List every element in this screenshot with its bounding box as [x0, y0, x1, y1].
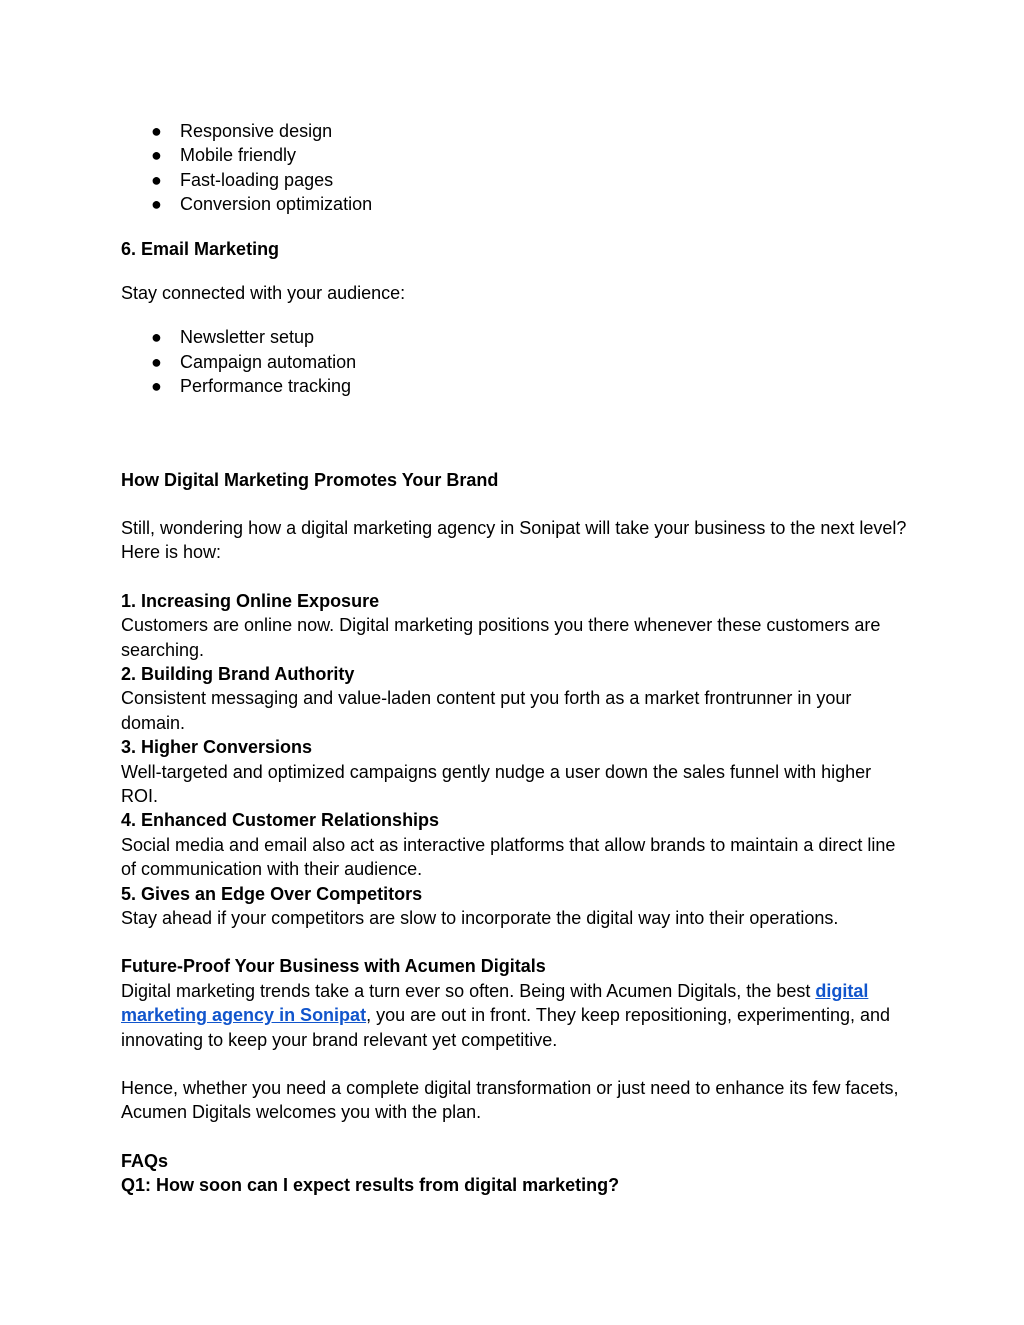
list-item: ● Performance tracking	[121, 374, 911, 398]
point-title: 3. Higher Conversions	[121, 737, 313, 758]
point-title: 4. Enhanced Customer Relationships	[121, 810, 440, 831]
list-item: ● Conversion optimization	[121, 192, 911, 216]
list-item: ● Campaign automation	[121, 350, 911, 374]
point-title: 1. Increasing Online Exposure	[121, 590, 380, 611]
faq-question: Q1: How soon can I expect results from digital marketing?	[121, 1175, 620, 1196]
email-marketing-heading: 6. Email Marketing	[121, 238, 280, 259]
promote-heading: How Digital Marketing Promotes Your Brand	[121, 469, 499, 490]
agency-link[interactable]: digital marketing agency in Sonipat	[121, 980, 869, 1026]
point-text: Consistent messaging and value-laden content put you forth as a market frontrunner in your domain.	[121, 688, 852, 733]
point-text: Stay ahead if your competitors are slow to incorporate the digital way into their operations.	[121, 908, 839, 929]
list-item: ● Mobile friendly	[121, 143, 911, 167]
hence-paragraph: Hence, whether you need a complete digital transformation or just need to enhance its few facets, Acumen Digitals welcomes you with the plan.	[121, 1078, 899, 1123]
email-marketing-intro: Stay connected with your audience:	[121, 282, 406, 303]
list-item: ● Fast-loading pages	[121, 168, 911, 192]
bullet-icon: ●	[151, 121, 162, 141]
point-title: 5. Gives an Edge Over Competitors	[121, 883, 423, 904]
promote-intro: Still, wondering how a digital marketing agency in Sonipat will take your business to the next level? Here is how:	[121, 517, 907, 563]
future-proof-heading: Future-Proof Your Business with Acumen Digitals	[121, 956, 546, 977]
bullet-icon: ●	[151, 351, 162, 372]
website-features-list	[121, 119, 911, 217]
bullet-icon: ●	[151, 327, 162, 348]
point-text: Well-targeted and optimized campaigns gently nudge a user down the sales funnel with higher ROI.	[121, 761, 872, 807]
future-proof-paragraph: Digital marketing trends take a turn ever so often. Being with Acumen Digitals, the best digital marketing agency in Sonipat, you are out in front. They keep repositioning, experimenting, and innovating to keep your brand relevant yet competitive.	[121, 980, 891, 1050]
document-content	[121, 119, 911, 1198]
bullet-icon: ●	[151, 376, 162, 397]
point-title: 2. Building Brand Authority	[121, 663, 355, 684]
bullet-icon: ●	[151, 169, 162, 190]
point-text: Customers are online now. Digital marketing positions you there whenever these customers are searching.	[121, 615, 881, 660]
point-text: Social media and email also act as interactive platforms that allow brands to maintain a direct line of communication with their audience.	[121, 834, 896, 880]
faq-heading: FAQs	[121, 1150, 169, 1171]
bullet-icon: ●	[151, 145, 162, 166]
bullet-icon: ●	[151, 194, 162, 215]
list-item: ● Newsletter setup	[121, 325, 911, 349]
email-features-list	[121, 325, 911, 398]
list-item: ● Responsive design	[121, 119, 911, 143]
